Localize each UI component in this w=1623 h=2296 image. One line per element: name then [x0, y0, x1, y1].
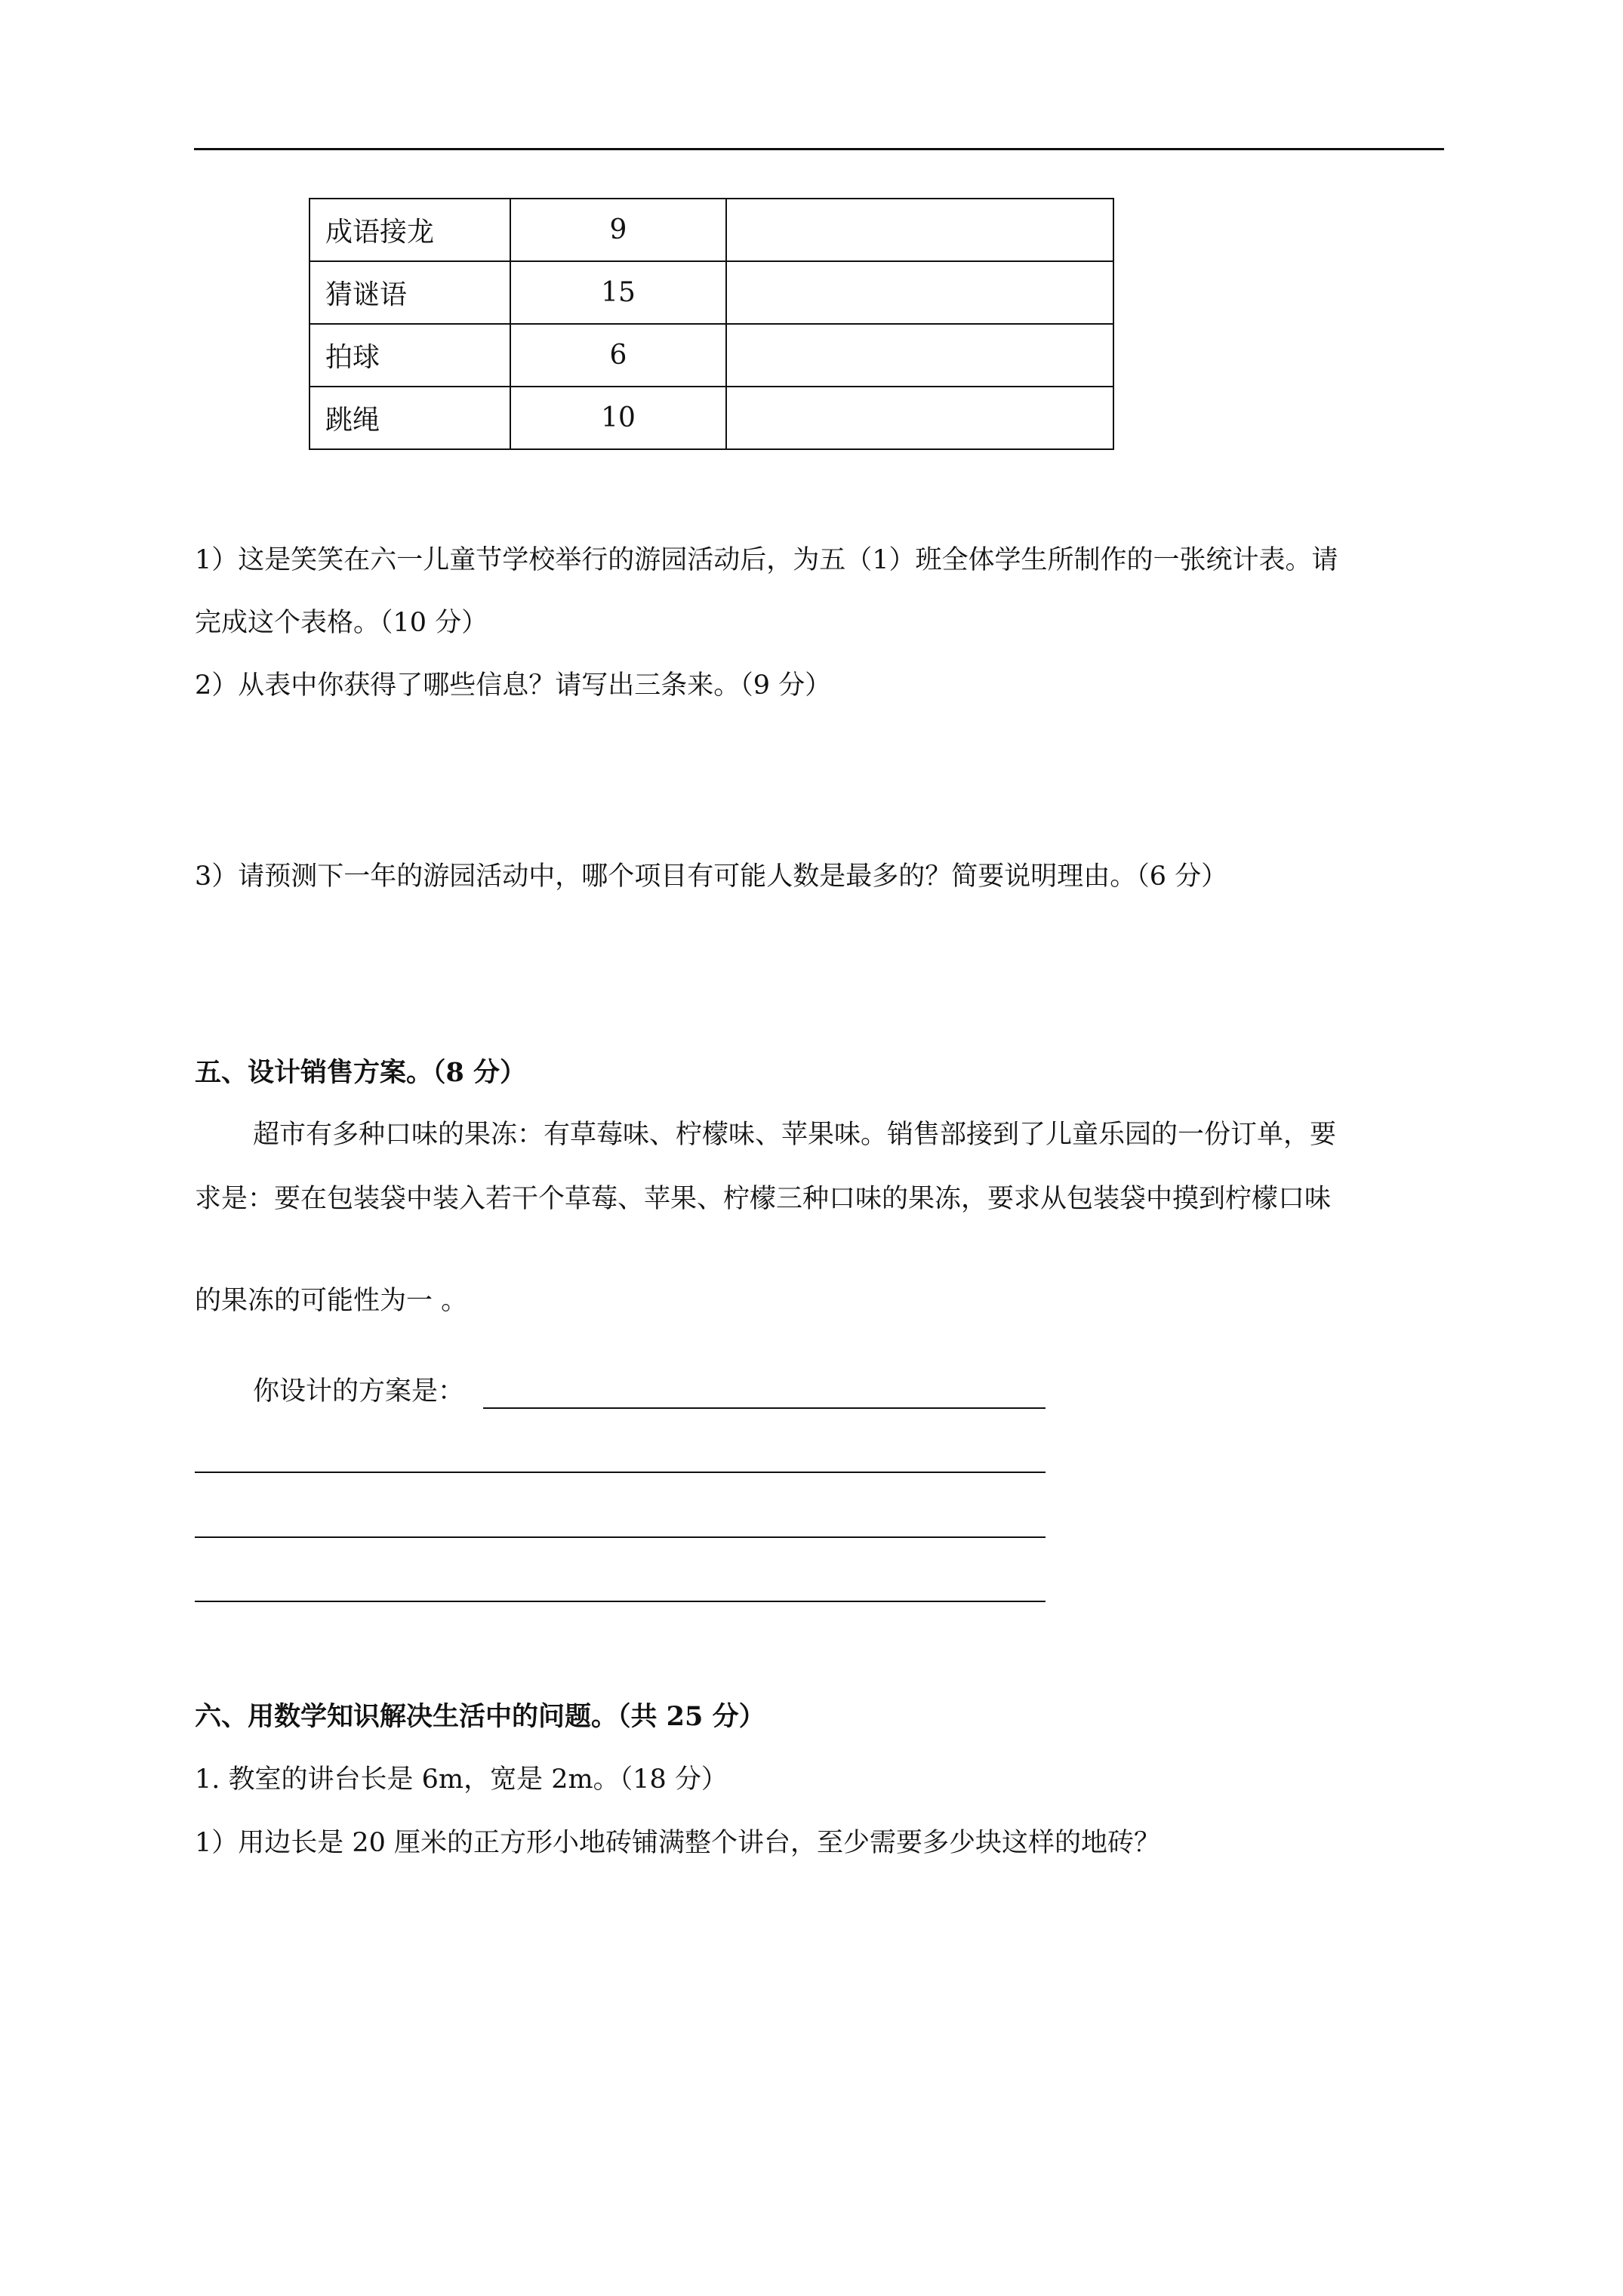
section-6-title: 六、用数学知识解决生活中的问题。（共 25 分） [195, 1701, 765, 1732]
activity-cell: 跳绳 [310, 387, 510, 449]
section-6-question-1-part-1: 1）用边长是 20 厘米的正方形小地砖铺满整个讲台，至少需要多少块这样的地砖？ [195, 1828, 1161, 1858]
section-5-paragraph-line-1: 超市有多种口味的果冻：有草莓味、柠檬味、苹果味。销售部接到了儿童乐园的一份订单，要 [253, 1120, 1337, 1150]
activity-cell: 猜谜语 [310, 261, 510, 324]
activity-stats-table [309, 198, 1114, 450]
blank-cell[interactable] [726, 199, 1113, 261]
header-rule [194, 148, 1444, 150]
section-5-title: 五、设计销售方案。（8 分） [195, 1057, 527, 1088]
blank-cell[interactable] [726, 387, 1113, 449]
activity-cell: 成语接龙 [310, 199, 510, 261]
plan-label: 你设计的方案是： [253, 1376, 465, 1407]
question-3: 3）请预测下一年的游园活动中，哪个项目有可能人数是最多的？简要说明理由。（6 分） [195, 861, 1228, 892]
count-cell: 10 [510, 387, 726, 449]
count-cell: 9 [510, 199, 726, 261]
blank-cell[interactable] [726, 324, 1113, 387]
section-5-paragraph-line-3: 的果冻的可能性为一 。 [195, 1286, 468, 1316]
plan-answer-line[interactable] [195, 1472, 1046, 1473]
table-row [310, 261, 1113, 324]
question-2: 2）从表中你获得了哪些信息？请写出三条来。（9 分） [195, 670, 832, 701]
section-6-question-1: 1. 教室的讲台长是 6m，宽是 2m。（18 分） [195, 1764, 728, 1795]
activity-cell: 拍球 [310, 324, 510, 387]
plan-answer-line[interactable] [483, 1407, 1046, 1409]
plan-answer-line[interactable] [195, 1601, 1046, 1602]
table-row [310, 324, 1113, 387]
plan-answer-line[interactable] [195, 1536, 1046, 1538]
section-5-paragraph-line-2: 求是：要在包装袋中装入若干个草莓、苹果、柠檬三种口味的果冻，要求从包装袋中摸到柠檬口味 [195, 1184, 1332, 1214]
table-row [310, 387, 1113, 449]
blank-cell[interactable] [726, 261, 1113, 324]
count-cell: 6 [510, 324, 726, 387]
question-1-line-2: 完成这个表格。（10 分） [195, 608, 488, 638]
table-row [310, 199, 1113, 261]
count-cell: 15 [510, 261, 726, 324]
question-1-line-1: 1）这是笑笑在六一儿童节学校举行的游园活动后，为五（1）班全体学生所制作的一张统计表。请 [195, 545, 1338, 575]
